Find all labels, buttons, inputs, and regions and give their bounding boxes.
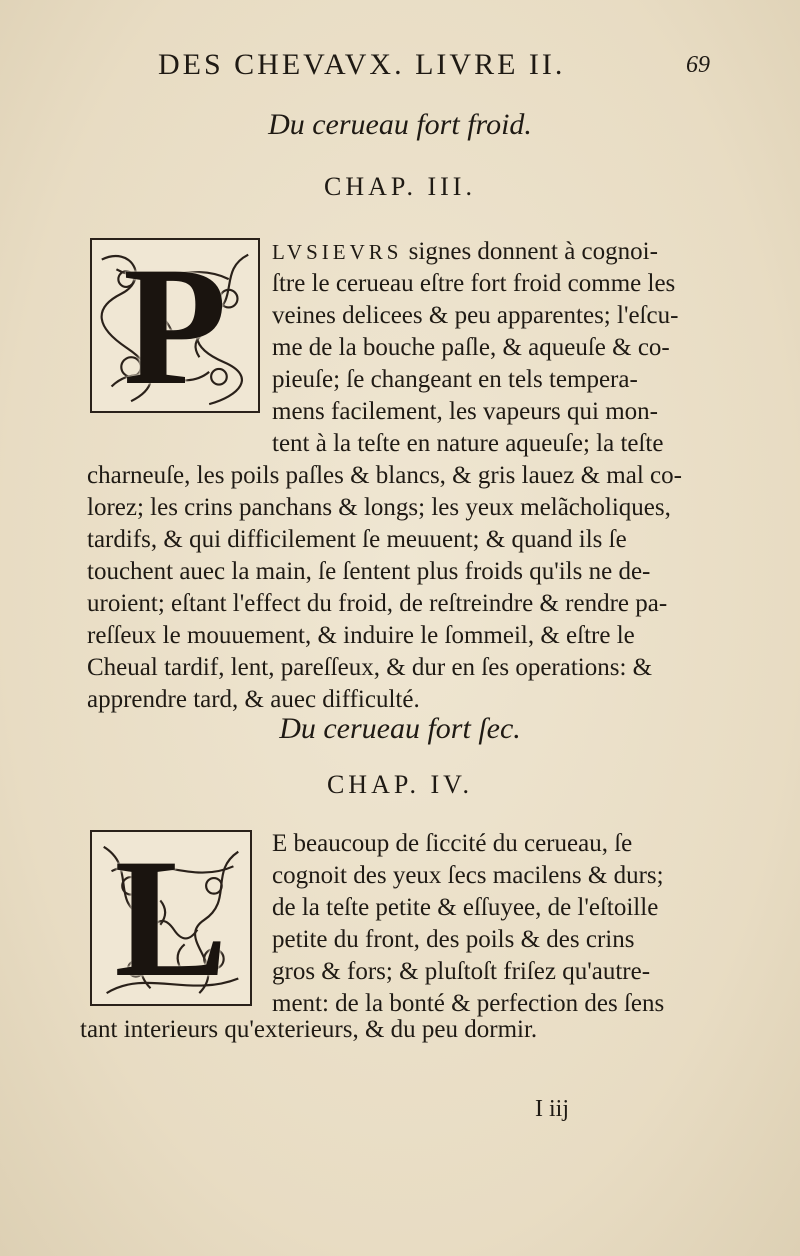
text-line: cognoit des yeux ſecs macilens & durs; <box>272 862 664 889</box>
chapter-heading-iii: CHAP. III. <box>324 172 476 201</box>
text-line: uroient; eſtant l'effect du froid, de reſtreindre & rendre pa- <box>87 590 668 617</box>
text-line: pieuſe; ſe changeant en tels tempera- <box>272 366 638 393</box>
first-word-smallcaps: LVSIEVRS <box>272 240 403 264</box>
line-continuation: signes donnent à cognoi- <box>402 238 658 265</box>
drop-cap-letter: L <box>114 830 228 1006</box>
signature-mark: I iij <box>535 1096 569 1122</box>
text-line: ſtre le cerueau eſtre fort froid comme les <box>272 270 676 297</box>
text-line: charneuſe, les poils paſles & blancs, & gris lauez & mal co- <box>87 462 682 489</box>
text-line: tent à la teſte en nature aqueuſe; la teſte <box>272 430 664 457</box>
text-line: mens facilement, les vapeurs qui mon- <box>272 398 658 425</box>
text-line: tant interieurs qu'exterieurs, & du peu dormir. <box>80 1016 538 1043</box>
text-line: me de la bouche paſle, & aqueuſe & co- <box>272 334 670 361</box>
text-line: petite du front, des poils & des crins <box>272 926 635 953</box>
text-line: reſſeux le mouuement, & induire le ſommeil, & eſtre le <box>87 622 635 649</box>
text-line: ment: de la bonté & perfection des ſens <box>272 990 665 1017</box>
running-title: DES CHEVAVX. LIVRE II. <box>158 48 566 81</box>
text-line: de la teſte petite & eſſuyee, de l'eſtoille <box>272 894 659 921</box>
drop-cap-letter: P <box>123 238 227 413</box>
section-title-cold: Du cerueau fort froid. <box>268 108 532 141</box>
section-title-dry: Du cerueau fort ſec. <box>279 712 521 745</box>
text-line: veines delicees & peu apparentes; l'eſcu- <box>272 302 679 329</box>
decorated-initial-p <box>90 238 260 413</box>
text-line: gros & fors; & pluſtoſt friſez qu'autre- <box>272 958 651 985</box>
text-line: tardifs, & qui difficilement ſe meuuent; & quand ils ſe <box>87 526 627 553</box>
running-head <box>150 48 710 88</box>
page-number: 69 <box>686 52 710 78</box>
text-line: touchent auec la main, ſe ſentent plus froids qu'ils ne de- <box>87 558 651 585</box>
chapter-heading-iv: CHAP. IV. <box>326 770 474 799</box>
text-line: lorez; les crins panchans & longs; les yeux melãcholiques, <box>87 494 671 521</box>
text-line: apprendre tard, & auec difficulté. <box>87 686 420 713</box>
text-line <box>272 236 658 268</box>
text-line: E beaucoup de ſiccité du cerueau, ſe <box>272 830 633 857</box>
decorated-initial-l <box>90 830 252 1006</box>
text-line: Cheual tardif, lent, pareſſeux, & dur en ſes operations: & <box>87 654 653 681</box>
